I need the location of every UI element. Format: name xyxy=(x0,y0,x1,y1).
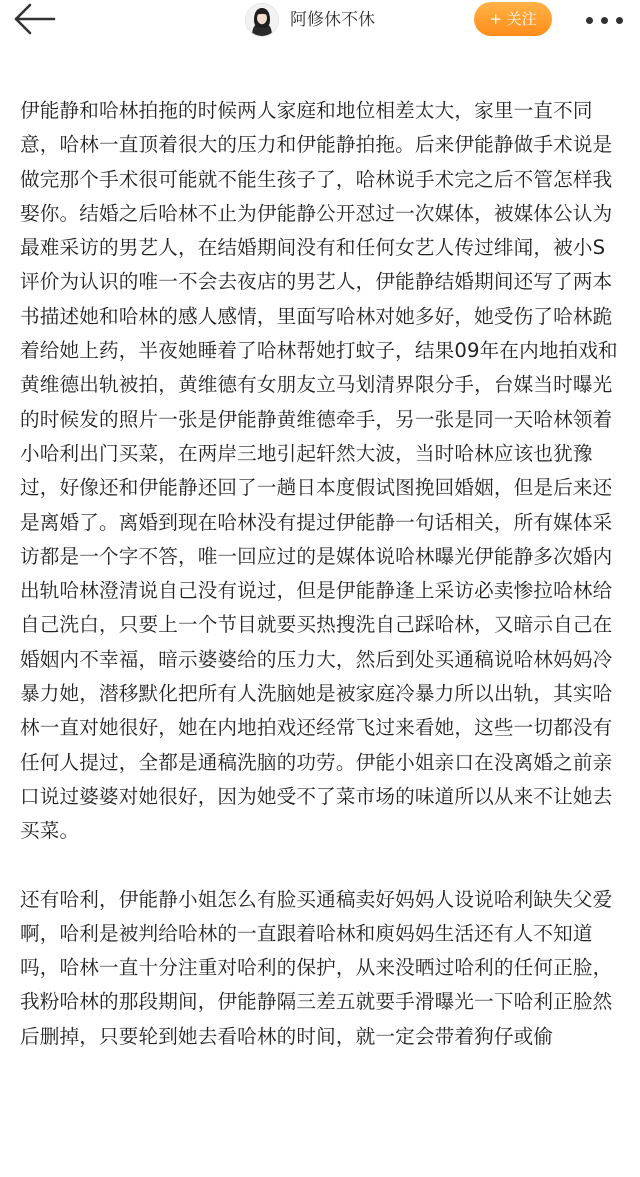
username[interactable]: 阿修休不休 xyxy=(290,10,375,30)
user-avatar[interactable] xyxy=(245,3,279,37)
top-nav-bar xyxy=(0,0,640,40)
post-body xyxy=(20,94,622,1054)
post-paragraph: 还有哈利，伊能静小姐怎么有脸买通稿卖好妈妈人设说哈利缺失父爱啊，哈利是被判给哈林的一直跟着哈林和庾妈妈生活还有人不知道吗，哈林一直十分注重对哈利的保护，从来没晒过哈利的任何正脸，我粉哈林的那段期间，伊能静隔三差五就要手滑曝光一下哈利正脸然后删掉，只要轮到她去看哈林的时间，就一定会带着狗仔或偷 xyxy=(20,887,613,1048)
back-button[interactable] xyxy=(12,2,58,36)
back-arrow-icon xyxy=(12,2,58,36)
post-paragraph: 伊能静和哈林拍拖的时候两人家庭和地位相差太大，家里一直不同意，哈林一直顶着很大的压力和伊能静拍拖。后来伊能静做手术说是做完那个手术很可能就不能生孩子了，哈林说手术完之后不管怎样我娶你。结婚之后哈林不止为伊能静公开怼过一次媒体，被媒体公认为最难采访的男艺人，在结婚期间没有和任何女艺人传过绯闻，被小S评价为认识的唯一不会去夜店的男艺人，伊能静结婚期间还写了两本书描述她和哈林的感人感情，里面写哈林对她多好，她受伤了哈林跪着给她上药，半夜她睡着了哈林帮她打蚊子，结果09年在内地拍戏和黄维德出轨被拍，黄维德有女朋友立马划清界限分手，台媒当时曝光的时候发的照片一张是伊能静黄维德牵手，另一张是同一天哈林领着小哈利出门买菜，在两岸三地引起轩然大波，当时哈林应该也犹豫过，好像还和伊能静还回了一趟日本度假试图挽回婚姻，但是后来还是离婚了。离婚到现在哈林没有提过伊能静一句话相关，所有媒体采访都是一个字不答，唯一回应过的是媒体说哈林曝光伊能静多次婚内出轨哈林澄清说自己没有说过，但是伊能静逢上采访必卖惨拉哈林给自己洗白，只要上一个节目就要买热搜洗自己踩哈林，又暗示自己在婚姻内不幸福，暗示婆婆给的压力大，然后到处买通稿说哈林妈妈冷暴力她，潜移默化把所有人洗脑她是被家庭冷暴力所以出轨，其实哈林一直对她很好，她在内地拍戏还经常飞过来看她，这些一切都没有任何人提过，全都是通稿洗脑的功劳。伊能小姐亲口在没离婚之前亲口说过婆婆对她很好，因为她受不了菜市场的味道所以从来不让她去买菜。 xyxy=(20,99,618,843)
more-options-button[interactable] xyxy=(580,10,628,30)
follow-button[interactable]: + 关注 xyxy=(474,2,552,36)
avatar-portrait-icon xyxy=(246,4,278,36)
